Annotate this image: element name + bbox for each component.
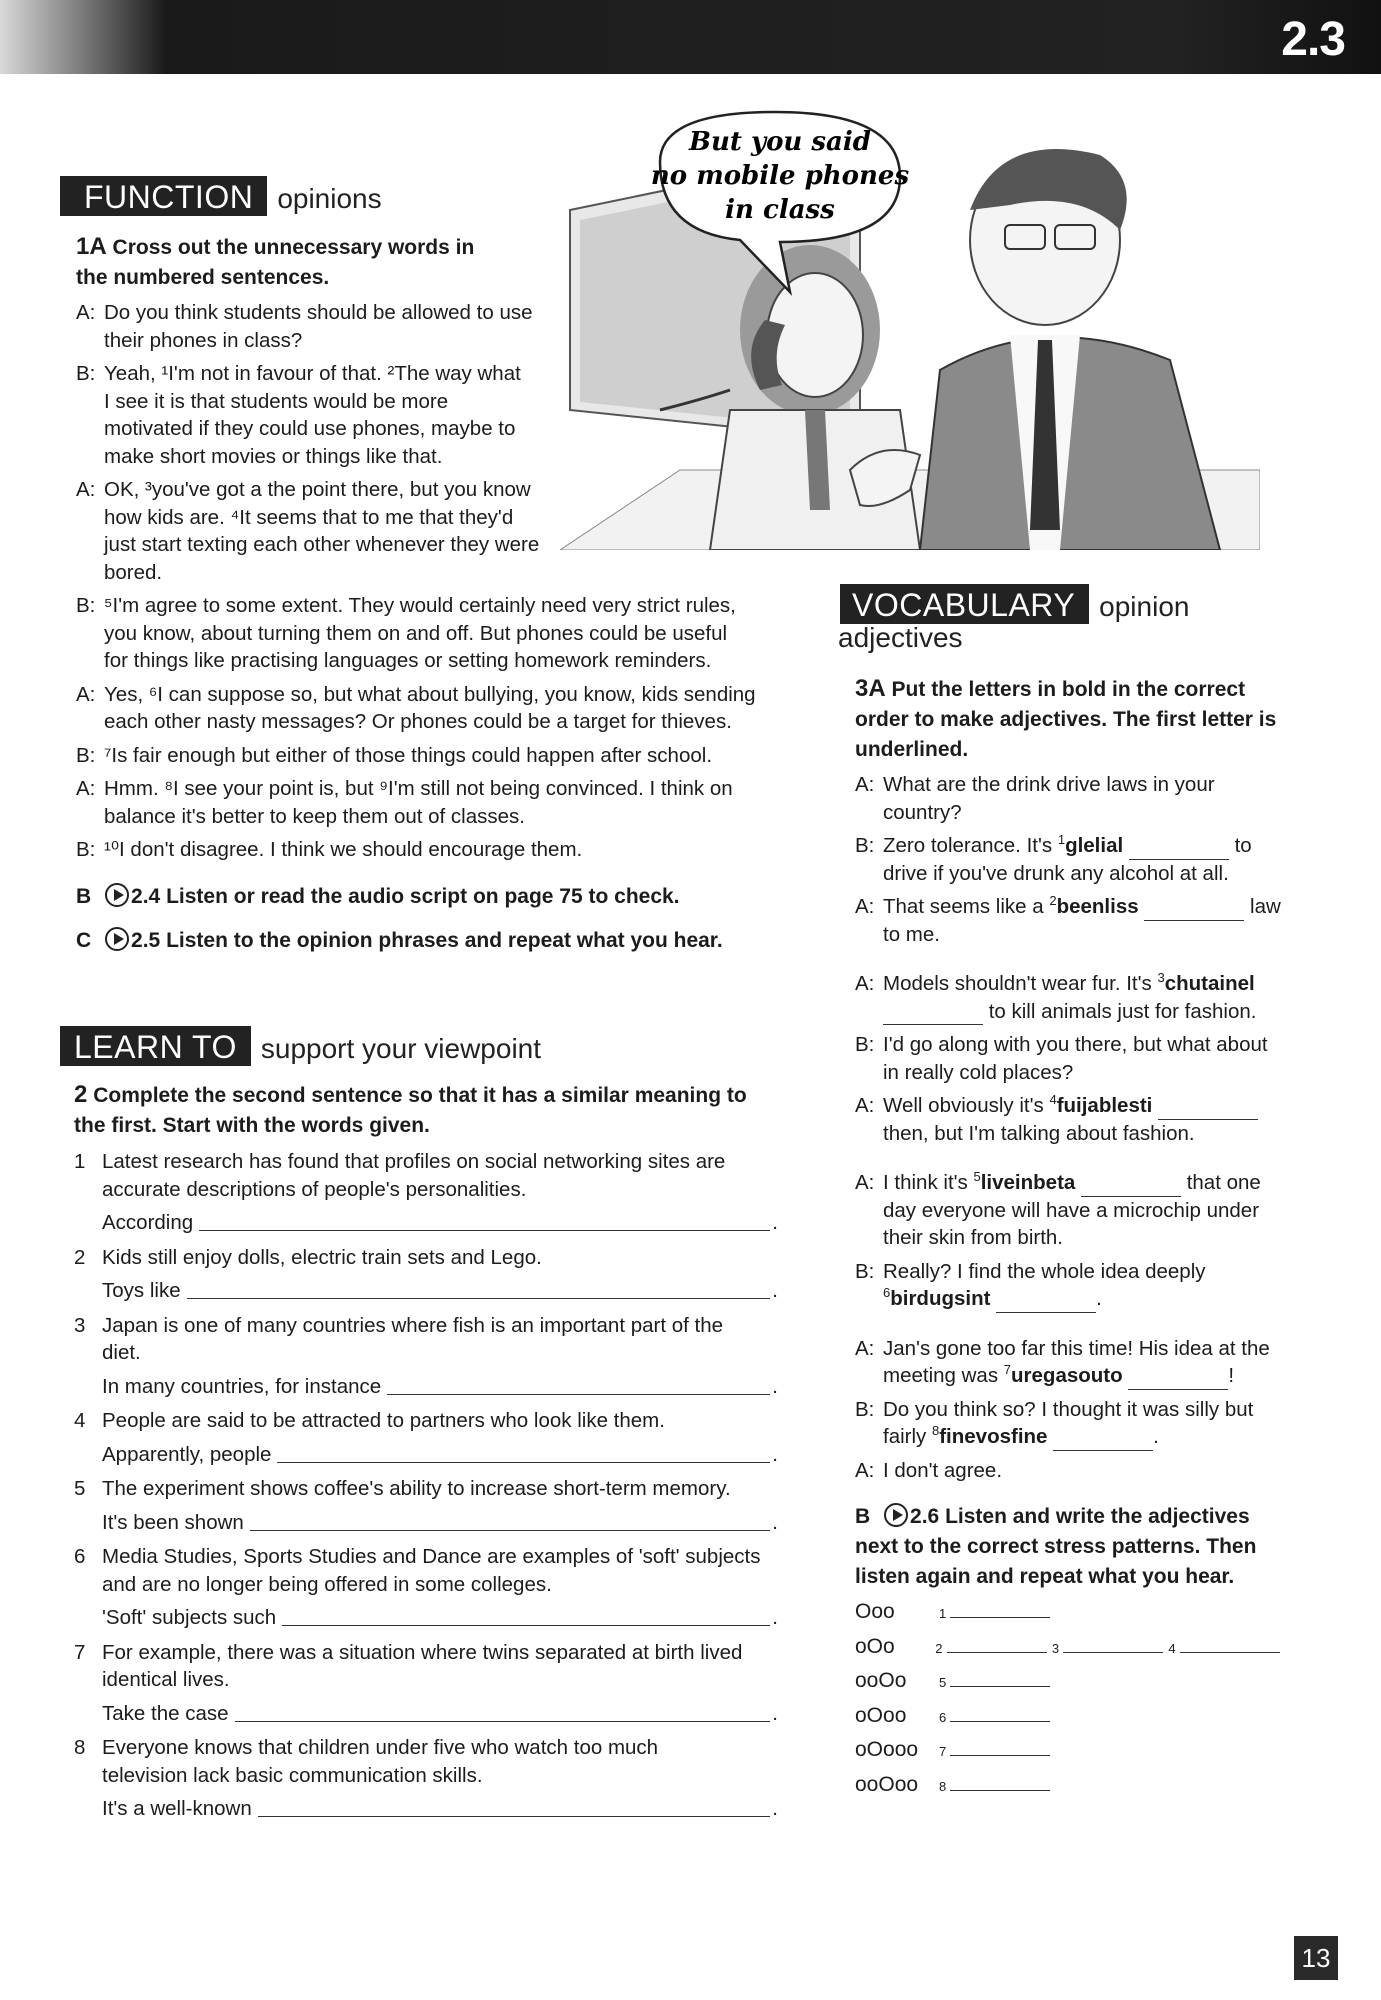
item-sentence: Media Studies, Sports Studies and Dance are examples of 'soft' subjects and are no longer being offered in some colleges. [102,1545,761,1596]
answer-row [74,1509,778,1537]
stress-answer-cell: 4 [1168,1635,1285,1653]
item-number: 4 [74,1409,86,1432]
speaker-label: A: [76,301,96,324]
answer-row [74,1700,778,1728]
dialogue-line [855,771,1285,826]
answer-row [74,1441,778,1469]
answer-input-line[interactable] [250,1509,770,1531]
function-subtitle: opinions [277,183,382,214]
dialogue-line [76,775,756,830]
speaker-label: B: [855,1033,875,1056]
answer-blank[interactable] [1128,1372,1228,1390]
stress-row [855,1598,1285,1633]
answer-blank[interactable] [950,1600,1050,1618]
stress-row [855,1633,1285,1668]
vocabulary-tab: VOCABULARY [840,584,1089,624]
text-before-gap: I think it's [883,1171,974,1194]
dialogue-text[interactable]: ⁷Is fair enough but either of those things could happen after school. [104,743,713,767]
stress-answer-cell: 6 [939,1704,1061,1722]
answer-blank[interactable] [950,1669,1050,1687]
gap-number: 3 [1157,970,1165,985]
gap-number: 8 [931,1423,940,1438]
text-after-gap: ! [1228,1364,1235,1387]
dialogue-text[interactable]: OK, ³you've got a the point there, but you know how kids are. ⁴It seems that to me that they'd just start texting each other whenever they were bored. [104,478,540,584]
text-before-gap: Well obviously it's [883,1094,1050,1117]
text-before-gap: Do you think so? I thought it was silly but fairly [883,1397,1254,1448]
answer-input-line[interactable] [187,1277,771,1299]
dialogue-line [855,1396,1285,1451]
answer-blank[interactable] [1081,1179,1181,1197]
vocabulary-subtitle-2: adjectives [838,622,963,653]
learn-to-exercise [74,1080,778,1823]
answer-period: . [772,1211,778,1234]
play-icon[interactable] [884,1503,908,1527]
text-after-gap: to drive if you've drunk any alcohol at all. [883,834,1252,885]
item-number: 2 [74,1245,86,1269]
speaker-label: A: [76,777,96,800]
item-sentence: People are said to be attracted to partners who look like them. [102,1409,665,1432]
task-1c-letter: C [76,928,92,952]
item-sentence: Latest research has found that profiles on social networking sites are accurate descriptions of people's personalities. [102,1150,726,1201]
rewrite-item [74,1734,778,1789]
answer-input-line[interactable] [235,1700,771,1722]
scrambled-word: fuijablesti [1056,1094,1153,1117]
task-3b-track: 2.6 [910,1505,940,1528]
play-icon[interactable] [105,927,129,951]
stress-row [855,1771,1285,1806]
stress-pattern: oOooo [855,1738,919,1761]
item-number: 7 [74,1640,86,1664]
answer-blank[interactable] [1053,1433,1153,1451]
stress-answer-cell: 7 [939,1738,1061,1756]
gap-number: 6 [883,1285,891,1300]
scrambled-word: liveinbeta [980,1171,1076,1194]
answer-input-line[interactable] [199,1209,770,1231]
rewrite-items [74,1148,778,1823]
vocabulary-subtitle-1: opinion [1099,591,1190,622]
answer-blank[interactable] [950,1773,1050,1791]
answer-row [74,1209,778,1237]
speaker-label: B: [855,834,875,857]
dialogue-line [76,592,756,675]
answer-period: . [772,1374,778,1398]
dialogue-text: I'd go along with you there, but what about in really cold places? [883,1033,1268,1084]
page-number: 13 [1294,1936,1338,1980]
answer-start-words: In many countries, for instance [102,1374,382,1398]
stress-answer-cell: 8 [939,1773,1061,1791]
speaker-label: B: [855,1397,875,1421]
rewrite-item [74,1475,778,1503]
answer-input-line[interactable] [277,1441,770,1463]
task-3a [855,674,1285,765]
dialogue-line [855,1031,1285,1086]
answer-start-words: Take the case [102,1701,229,1725]
gap-number: 7 [1003,1362,1012,1377]
rewrite-item [74,1148,778,1203]
dialogue-text[interactable]: ¹⁰I don't disagree. I think we should encourage them. [104,838,583,861]
answer-blank[interactable] [996,1295,1096,1313]
task-1a-instruction: Cross out the unnecessary words in the numbered sentences. [76,236,475,289]
task-2-instruction: Complete the second sentence so that it has a similar meaning to the first. Start with the words given. [74,1084,747,1137]
answer-start-words: Toys like [102,1279,181,1302]
task-1b [76,882,756,912]
dialogue-text [883,1092,1285,1147]
speaker-label: B: [76,362,96,385]
answer-row [74,1277,778,1305]
answer-blank[interactable] [1063,1635,1163,1653]
rewrite-item [74,1407,778,1435]
task-3b-instruction: Listen and write the adjectives next to the correct stress patterns. Then listen again and repeat what you hear. [855,1505,1257,1588]
rewrite-item [74,1639,778,1694]
task-2-number: 2 [74,1081,88,1108]
classroom-illustration [560,110,1260,550]
gap-number: 2 [1049,893,1057,908]
scrambled-word: birdugsint [890,1287,991,1310]
task-1b-track: 2.4 [131,884,161,908]
dialogue-text[interactable]: ⁵I'm agree to some extent. They would certainly need very strict rules, you know, about turning them on and off. But phones could be useful for things like practising languages or setting homework reminders. [104,594,736,672]
stress-answer-cell: 5 [939,1669,1061,1687]
answer-period: . [772,1510,778,1534]
play-icon[interactable] [105,883,129,907]
task-2 [74,1080,778,1141]
speech-bubble-line-3: in class [725,195,835,225]
text-before-gap: Really? I find the whole idea deeply [883,1259,1206,1283]
speaker-label: A: [855,1458,875,1482]
learn-to-subtitle: support your viewpoint [260,1033,542,1064]
speaker-label: A: [855,1171,875,1194]
stress-pattern: oOoo [855,1703,907,1727]
answer-row [74,1604,778,1632]
dialogue-text [883,1396,1285,1451]
answer-period: . [772,1701,778,1725]
stress-pattern: oOo [855,1634,895,1658]
dialogue-line [855,1092,1285,1147]
dialogue-text: I don't agree. [883,1458,1003,1482]
unit-header-bar [0,0,1381,74]
adjective-dialogues [855,771,1285,1484]
answer-period: . [772,1279,778,1302]
gap-number: 4 [1049,1092,1057,1107]
text-before-gap: That seems like a [883,895,1050,918]
dialogue-text [883,893,1285,948]
dialogue-text [883,1335,1285,1390]
answer-period: . [772,1606,778,1629]
stress-answer-cell: 1 [939,1600,1061,1618]
item-sentence: For example, there was a situation where twins separated at birth lived identical lives. [102,1640,743,1691]
dialogue-line [855,832,1285,887]
dialogue-line [855,970,1285,1025]
answer-start-words: It's a well-known [102,1797,252,1820]
text-after-gap: law to me. [883,895,1281,946]
task-3a-instruction: Put the letters in bold in the correct order to make adjectives. The first letter is underlined. [855,678,1277,761]
answer-blank[interactable] [1180,1635,1280,1653]
dialogue-line [76,681,756,736]
text-before-gap: Jan's gone too far this time! His idea at the meeting was [883,1336,1270,1387]
dialogue-line [855,1457,1285,1485]
item-sentence: Japan is one of many countries where fish is an important part of the diet. [102,1313,724,1364]
scrambled-word: beenliss [1056,895,1139,918]
text-after-gap: then, but I'm talking about fashion. [883,1121,1195,1145]
stress-pattern-table [855,1598,1285,1805]
answer-row [74,1795,778,1823]
stress-row [855,1736,1285,1771]
item-number: 5 [74,1477,86,1500]
text-after-gap: that one day everyone will have a microchip under their skin from birth. [883,1171,1261,1249]
dialogue-line [76,836,756,864]
rewrite-item [74,1543,778,1598]
scrambled-word: uregasouto [1011,1364,1123,1387]
answer-blank[interactable] [950,1738,1050,1756]
answer-start-words: It's been shown [102,1510,244,1534]
answer-start-words: 'Soft' subjects such [102,1606,277,1629]
answer-blank[interactable] [1129,842,1229,860]
scrambled-word: finevosfine [939,1425,1048,1448]
dialogue-text[interactable]: Do you think students should be allowed to use their phones in class? [104,301,533,352]
task-1c [76,926,756,956]
answer-row [74,1373,778,1401]
text-after-gap: . [1096,1287,1102,1310]
text-before-gap: Models shouldn't wear fur. It's [883,972,1158,995]
speaker-label: A: [76,478,96,501]
vocabulary-heading [840,584,1189,624]
item-number: 3 [74,1313,86,1337]
answer-blank[interactable] [947,1635,1047,1653]
task-3b [855,1502,1285,1592]
answer-blank[interactable] [883,1007,983,1025]
text-after-gap: to kill animals just for fashion. [983,999,1257,1023]
task-1a-number: 1A [76,233,107,260]
stress-row [855,1667,1285,1702]
dialogue-line [855,893,1285,948]
dialogue-line [855,1258,1285,1313]
task-1b-instruction: Listen or read the audio script on page 75 to check. [166,884,680,908]
learn-to-heading [60,1026,541,1066]
scrambled-word: glelial [1065,834,1124,857]
dialogue-text[interactable]: Yes, ⁶I can suppose so, but what about bullying, you know, kids sending each other nasty messages? Or phones could be a target for thieves. [104,682,756,733]
answer-start-words: According [102,1211,194,1234]
answer-blank[interactable] [1158,1102,1258,1120]
answer-input-line[interactable] [387,1373,770,1395]
stress-answer-cell: 2 [935,1635,1052,1653]
function-heading [60,176,382,216]
task-1c-track: 2.5 [131,928,161,952]
answer-input-line[interactable] [282,1604,770,1626]
answer-blank[interactable] [1144,903,1244,921]
dialogue-text: What are the drink drive laws in your country? [883,773,1215,824]
gap-number: 5 [973,1169,981,1184]
dialogue-line [76,742,756,770]
speaker-label: B: [855,1259,875,1283]
unit-number: 2.3 [1281,13,1345,66]
gap-number: 1 [1057,832,1066,847]
vocabulary-exercise [855,674,1285,1805]
speaker-label: A: [855,1336,875,1360]
speech-bubble-line-1: But you said [689,127,871,157]
speech-bubble-line-2: no mobile phones [650,161,910,191]
speaker-label: B: [76,594,96,617]
speaker-label: A: [855,895,875,918]
function-tab: FUNCTION [60,176,267,216]
task-1a [76,232,496,293]
item-sentence: Everyone knows that children under five who watch too much television lack basic communication skills. [102,1736,659,1787]
task-1b-letter: B [76,884,92,908]
scrambled-word: chutainel [1164,972,1255,995]
stress-pattern: ooOo [855,1669,907,1692]
item-sentence: Kids still enjoy dolls, electric train sets and Lego. [102,1245,542,1269]
stress-answer-cell: 3 [1052,1635,1169,1653]
speaker-label: A: [76,682,96,706]
answer-period: . [772,1797,778,1820]
text-before-gap: Zero tolerance. It's [883,834,1058,857]
answer-input-line[interactable] [258,1795,771,1817]
dialogue-text[interactable]: Yeah, ¹I'm not in favour of that. ²The way what I see it is that students would be more motivated if they could use phones, maybe to make short movies or things like that. [104,362,521,468]
rewrite-item [74,1244,778,1272]
dialogue-text [883,832,1285,887]
dialogue-line [855,1169,1285,1252]
learn-to-tab: LEARN TO [60,1026,251,1066]
speaker-label: A: [855,972,875,995]
task-3b-letter: B [855,1505,871,1528]
task-3a-number: 3A [855,675,886,702]
answer-period: . [772,1442,778,1466]
text-after-gap: . [1153,1425,1159,1448]
dialogue-line [855,1335,1285,1390]
answer-blank[interactable] [950,1704,1050,1722]
stress-pattern: ooOoo [855,1772,919,1796]
stress-pattern: Ooo [855,1600,895,1623]
item-number: 1 [74,1150,86,1173]
answer-start-words: Apparently, people [102,1442,272,1466]
item-sentence: The experiment shows coffee's ability to increase short-term memory. [102,1477,731,1500]
speaker-label: B: [76,838,96,861]
speaker-label: A: [855,1094,875,1117]
item-number: 6 [74,1545,86,1568]
stress-row [855,1702,1285,1737]
item-number: 8 [74,1736,86,1759]
rewrite-item [74,1312,778,1367]
dialogue-text[interactable]: Hmm. ⁸I see your point is, but ⁹I'm still not being convinced. I think on balance it's better to keep them out of classes. [104,777,733,828]
speaker-label: A: [855,773,875,796]
task-1c-instruction: Listen to the opinion phrases and repeat what you hear. [166,928,723,952]
dialogue-text [883,1169,1285,1252]
dialogue-text [883,1258,1285,1313]
dialogue-text [883,970,1285,1025]
speaker-label: B: [76,743,96,767]
